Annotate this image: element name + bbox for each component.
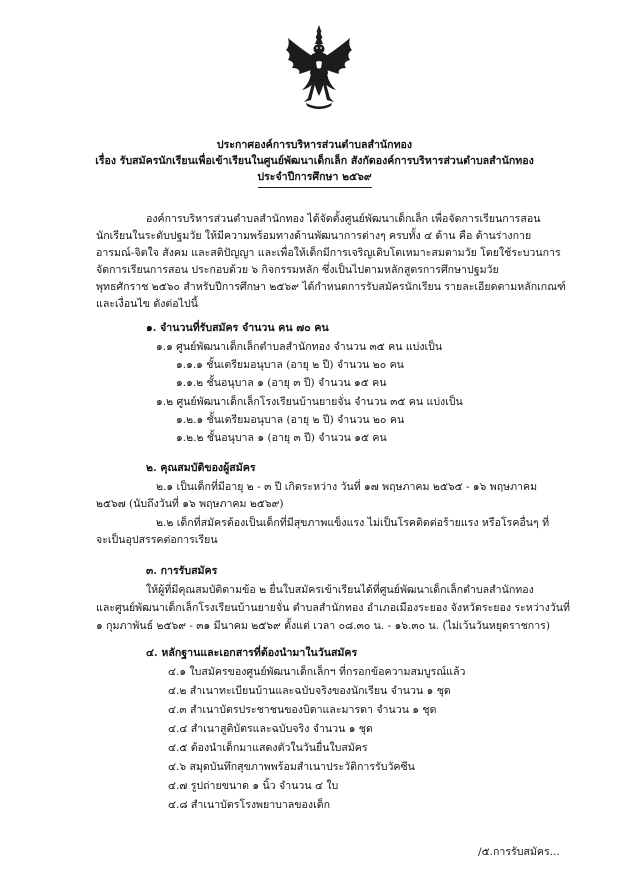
paragraph-line: ๒.๒ เด็กที่สมัครต้องเป็นเด็กที่มีสุขภาพแข็งแรง ไม่เป็นโรคติดต่อร้ายแรง หรือโรคอื่นๆ ที่ [156, 517, 550, 529]
announcement-title: ประกาศองค์การบริหารส่วนตำบลสำนักทอง [216, 139, 413, 151]
paragraph-line: องค์การบริหารส่วนตำบลสำนักทอง ได้จัดตั้งศูนย์พัฒนาเด็กเล็ก เพื่อจัดการเรียนการสอน [146, 213, 541, 225]
list-item: ๔.๘ สำเนาบัตรโรงพยาบาลของเด็ก [168, 799, 330, 811]
garuda-emblem-icon [284, 24, 354, 110]
list-item: ๑.๑.๒ ชั้นอนุบาล ๑ (อายุ ๓ ปี) จำนวน ๑๕ คน [176, 377, 387, 389]
paragraph-line: นักเรียนในระดับปฐมวัย ให้มีความพร้อมทางด้านพัฒนาการต่างๆ ครบทั้ง ๔ ด้าน คือ ด้านร่างกาย [96, 230, 532, 242]
section-heading: ๓. การรับสมัคร [146, 565, 218, 577]
paragraph-line: ๒.๑ เป็นเด็กที่มีอายุ ๒ - ๓ ปี เกิดระหว่าง วันที่ ๑๗ พฤษภาคม ๒๕๖๕ - ๑๖ พฤษภาคม [156, 481, 538, 493]
paragraph-line: จะเป็นอุปสรรคต่อการเรียน [96, 534, 218, 546]
paragraph-line: และศูนย์พัฒนาเด็กเล็กโรงเรียนบ้านยายจั่น ตำบลสำนักทอง อำเภอเมืองระยอง จังหวัดระยอง ระหว่างวันที่ [96, 602, 570, 614]
paragraph-line: ให้ผู้ที่มีคุณสมบัติตามข้อ ๒ ยื่นใบสมัครเข้าเรียนได้ที่ศูนย์พัฒนาเด็กเล็กตำบลสำนักทอง [146, 584, 534, 596]
page-continuation: /๕.การรับสมัคร... [478, 846, 560, 858]
announcement-subject: เรื่อง รับสมัครนักเรียนเพื่อเข้าเรียนในศูนย์พัฒนาเด็กเล็ก สังกัดองค์การบริหารส่วนตำบลสำนักทอง [95, 155, 534, 167]
paragraph-line: อารมณ์-จิตใจ สังคม และสติปัญญา และเพื่อให้เด็กมีการเจริญเติบโตเหมาะสมตามวัย โดยใช้ระบวนการ [96, 247, 561, 259]
list-item: ๔.๖ สมุดบันทึกสุขภาพพร้อมสำเนาประวัติการรับวัคซีน [168, 761, 415, 773]
paragraph-line: ๒๕๖๗ (นับถึงวันที่ ๑๖ พฤษภาคม ๒๕๖๙) [96, 498, 284, 510]
list-item: ๔.๒ สำเนาทะเบียนบ้านและฉบับจริงของนักเรียน จำนวน ๑ ชุด [168, 685, 451, 697]
list-item: ๔.๑ ใบสมัครของศูนย์พัฒนาเด็กเล็กฯ ที่กรอกข้อความสมบูรณ์แล้ว [168, 666, 466, 678]
list-item: ๑.๒ ศูนย์พัฒนาเด็กเล็กโรงเรียนบ้านยายจั่น จำนวน ๓๕ คน แบ่งเป็น [156, 396, 463, 408]
paragraph-line: พุทธศักราช ๒๕๖๐ สำหรับปีการศึกษา ๒๕๖๙ ได้กำหนดการรับสมัครนักเรียน รายละเอียดตามหลักเกณฑ์ [96, 281, 566, 293]
list-item: ๔.๓ สำเนาบัตรประชาชนของบิดาและมารดา จำนวน ๑ ชุด [168, 704, 437, 716]
list-item: ๔.๔ สำเนาสูติบัตรและฉบับจริง จำนวน ๑ ชุด [168, 723, 373, 735]
list-item: ๔.๗ รูปถ่ายขนาด ๑ นิ้ว จำนวน ๔ ใบ [168, 780, 339, 792]
list-item: ๔.๕ ต้องนำเด็กมาแสดงตัวในวันยื่นใบสมัคร [168, 742, 368, 754]
paragraph-line: จัดการเรียนการสอน ประกอบด้วย ๖ กิจกรรมหลัก ซึ่งเป็นไปตามหลักสูตรการศึกษาปฐมวัย [96, 264, 499, 276]
announcement-year: ประจำปีการศึกษา ๒๕๖๙ [257, 171, 372, 183]
paragraph-line: และเงื่อนไข ดังต่อไปนี้ [96, 298, 198, 310]
list-item: ๑.๑.๑ ชั้นเตรียมอนุบาล (อายุ ๒ ปี) จำนวน ๒๐ คน [176, 359, 404, 371]
section-heading: ๒. คุณสมบัติของผู้สมัคร [146, 462, 256, 474]
paragraph-line: ๑ กุมภาพันธ์ ๒๕๖๙ - ๓๑ มีนาคม ๒๕๖๙ ตั้งแต่ เวลา ๐๘.๓๐ น. - ๑๖.๓๐ น. (ไม่เว้นวันหยุดราชการ) [96, 620, 550, 632]
list-item: ๑.๒.๑ ชั้นเตรียมอนุบาล (อายุ ๒ ปี) จำนวน ๒๐ คน [176, 414, 405, 426]
list-item: ๑.๑ ศูนย์พัฒนาเด็กเล็กตำบลสำนักทอง จำนวน ๓๕ คน แบ่งเป็น [156, 341, 443, 353]
section-heading: ๑. จำนวนที่รับสมัคร จำนวน คน ๗๐ คน [146, 322, 329, 334]
section-heading: ๔. หลักฐานและเอกสารที่ต้องนำมาในวันสมัคร [146, 647, 358, 659]
header-divider [258, 187, 372, 188]
list-item: ๑.๒.๒ ชั้นอนุบาล ๑ (อายุ ๓ ปี) จำนวน ๑๕ คน [176, 432, 387, 444]
